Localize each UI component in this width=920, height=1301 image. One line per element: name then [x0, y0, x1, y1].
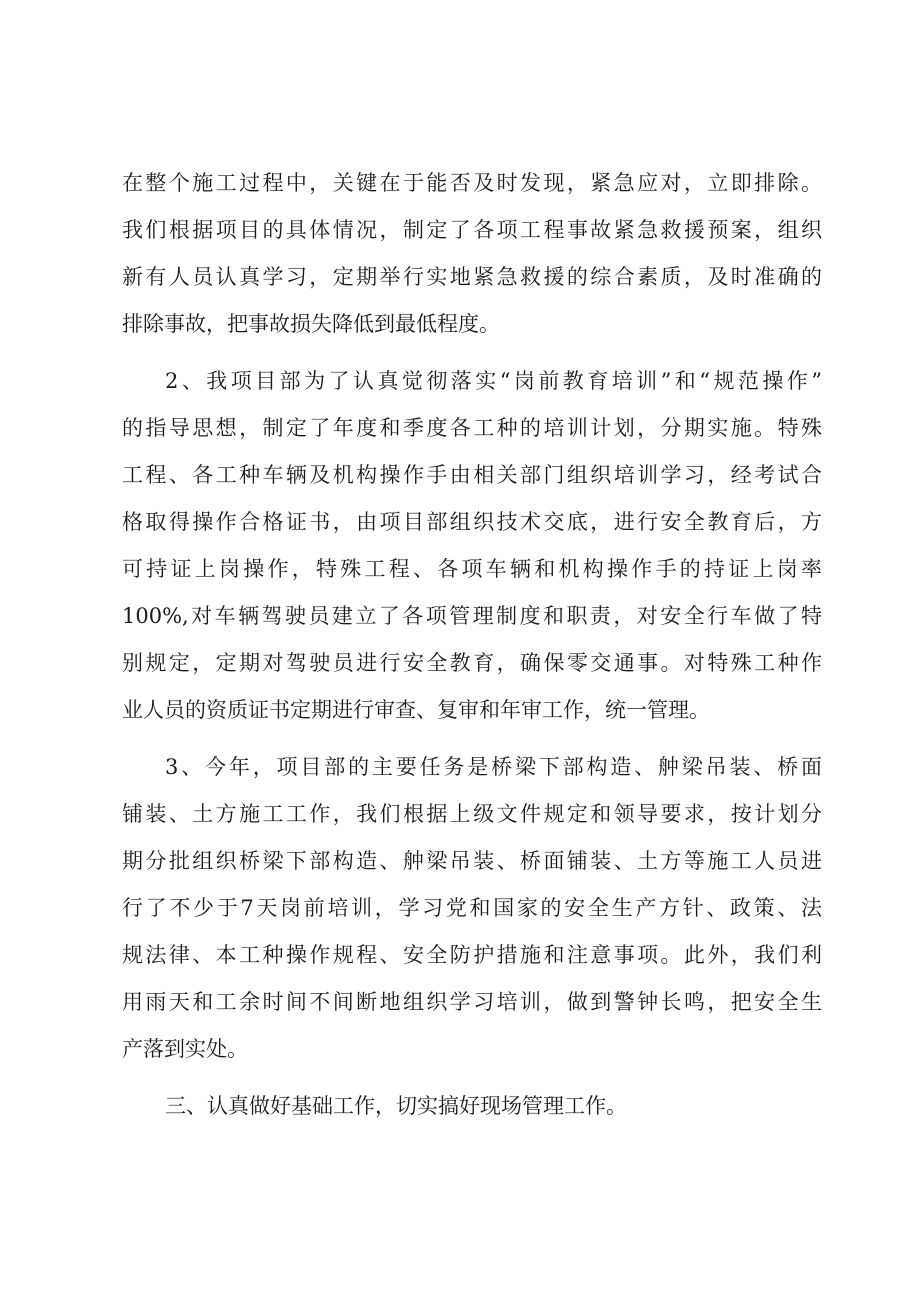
paragraph-line: 新有人员认真学习，定期举行实地紧急救援的综合素质，及时准确的 [122, 265, 822, 289]
paragraph-line: 可持证上岗操作，特殊工程、各项车辆和机构操作手的持证上岗率 [122, 557, 822, 581]
paragraph-line: 排除事故，把事故损失降低到最低程度。 [122, 312, 500, 336]
document-body [122, 160, 822, 1130]
paragraph-3 [122, 744, 822, 1073]
paragraph-line: 铺装、土方施工工作，我们根据上级文件规定和领导要求，按计划分 [122, 802, 822, 826]
paragraph-line: 产落到实处。 [122, 1037, 248, 1061]
paragraph-line: 规法律、本工种操作规程、安全防护措施和注意事项。此外，我们利 [122, 943, 822, 967]
paragraph-line: 在整个施工过程中，关键在于能否及时发现，紧急应对，立即排除。 [122, 171, 822, 195]
paragraph-line: 期分批组织桥梁下部构造、舯梁吊装、桥面铺装、土方等施工人员进 [122, 849, 822, 873]
paragraph-1 [122, 160, 822, 348]
paragraph-line: 格取得操作合格证书，由项目部组织技术交底，进行安全教育后，方 [122, 510, 822, 534]
paragraph-line: 100%,对车辆驾驶员建立了各项管理制度和职责，对安全行车做了特 [122, 604, 822, 628]
paragraph-line: 的指导思想，制定了年度和季度各工种的培训计划，分期实施。特殊 [122, 416, 822, 440]
paragraph-line: 3、今年，项目部的主要任务是桥梁下部构造、舯梁吊装、桥面 [165, 755, 822, 779]
paragraph-2 [122, 358, 822, 734]
paragraph-line: 工程、各工种车辆及机构操作手由相关部门组织培训学习，经考试合 [122, 463, 822, 487]
paragraph-line: 行了不少于7天岗前培训，学习党和国家的安全生产方针、政策、法 [122, 896, 822, 920]
paragraph-line: 业人员的资质证书定期进行审查、复审和年审工作，统一管理。 [122, 698, 710, 722]
paragraph-line: 别规定，定期对驾驶员进行安全教育，确保零交通事。对特殊工种作 [122, 651, 822, 675]
paragraph-line: 我们根据项目的具体情况，制定了各项工程事故紧急救援预案，组织 [122, 218, 822, 242]
section-heading [122, 1083, 822, 1130]
paragraph-line: 用雨天和工余时间不间断地组织学习培训，做到警钟长鸣，把安全生 [122, 990, 822, 1014]
paragraph-line: 2、我项目部为了认真觉彻落实“岗前教育培训”和“规范操作” [165, 369, 822, 393]
section-heading-text: 三、认真做好基础工作，切实搞好现场管理工作。 [165, 1094, 627, 1118]
